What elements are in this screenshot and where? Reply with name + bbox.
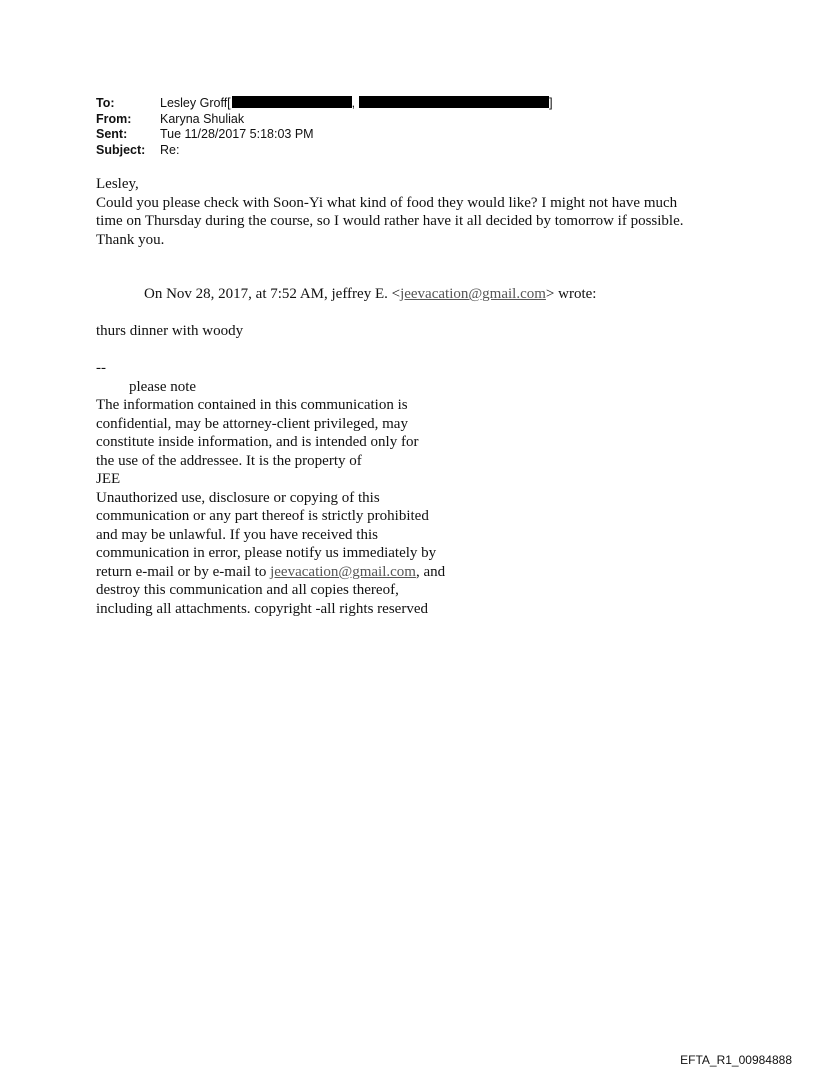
to-label: To:	[96, 96, 115, 110]
sent-value: Tue 11/28/2017 5:18:03 PM	[160, 127, 314, 141]
from-value: Karyna Shuliak	[160, 111, 245, 126]
sent-label: Sent:	[96, 127, 128, 141]
message-line: Could you please check with Soon-Yi what kind of food they would like? I might not have much	[96, 194, 678, 211]
signature-line: return e-mail or by e-mail to jeevacation@gmail.com, and	[96, 563, 446, 580]
signature-line: constitute inside information, and is intended only for	[96, 434, 419, 450]
signature-line: The information contained in this communication is	[96, 397, 408, 413]
message-body	[96, 175, 684, 249]
email-link[interactable]: jeevacation@gmail.com	[270, 563, 416, 580]
sent-row	[96, 127, 553, 143]
signature-line: confidential, may be attorney-client privileged, may	[96, 415, 408, 432]
signature-line: communication in error, please notify us immediately by	[96, 545, 437, 561]
to-value: Lesley Groff[ , ]	[160, 96, 553, 110]
redaction-bar	[359, 96, 549, 108]
to-row	[96, 96, 553, 112]
signature-line: Unauthorized use, disclosure or copying of this	[96, 489, 380, 506]
quote-header: On Nov 28, 2017, at 7:52 AM, jeffrey E. <jeevacation@gmail.com> wrote:	[144, 286, 597, 302]
document-id: EFTA_R1_00984888	[680, 1053, 792, 1067]
from-row	[96, 112, 553, 128]
signature-dashes: --	[96, 360, 106, 376]
greeting: Lesley,	[96, 176, 139, 192]
signature-line: the use of the addressee. It is the property of	[96, 452, 362, 469]
email-header	[96, 96, 553, 158]
subject-value: Re:	[160, 142, 180, 157]
signature-line: destroy this communication and all copies thereof,	[96, 582, 399, 598]
quoted-message: thurs dinner with woody	[96, 323, 244, 339]
message-line: time on Thursday during the course, so I would rather have it all decided by tomorrow if possible.	[96, 213, 684, 229]
signature-line: communication or any part thereof is strictly prohibited	[96, 508, 429, 524]
signature-line: JEE	[96, 471, 121, 487]
redaction-bar	[232, 96, 352, 108]
email-link[interactable]: jeevacation@gmail.com	[400, 286, 546, 302]
signature-note: please note	[129, 378, 197, 395]
subject-label: Subject:	[96, 142, 146, 157]
signature-line: including all attachments. copyright -all rights reserved	[96, 600, 428, 617]
from-label: From:	[96, 111, 132, 126]
message-line: Thank you.	[96, 231, 165, 248]
signature-line: and may be unlawful. If you have received this	[96, 526, 378, 543]
signature-block	[96, 359, 445, 618]
subject-row	[96, 143, 553, 159]
